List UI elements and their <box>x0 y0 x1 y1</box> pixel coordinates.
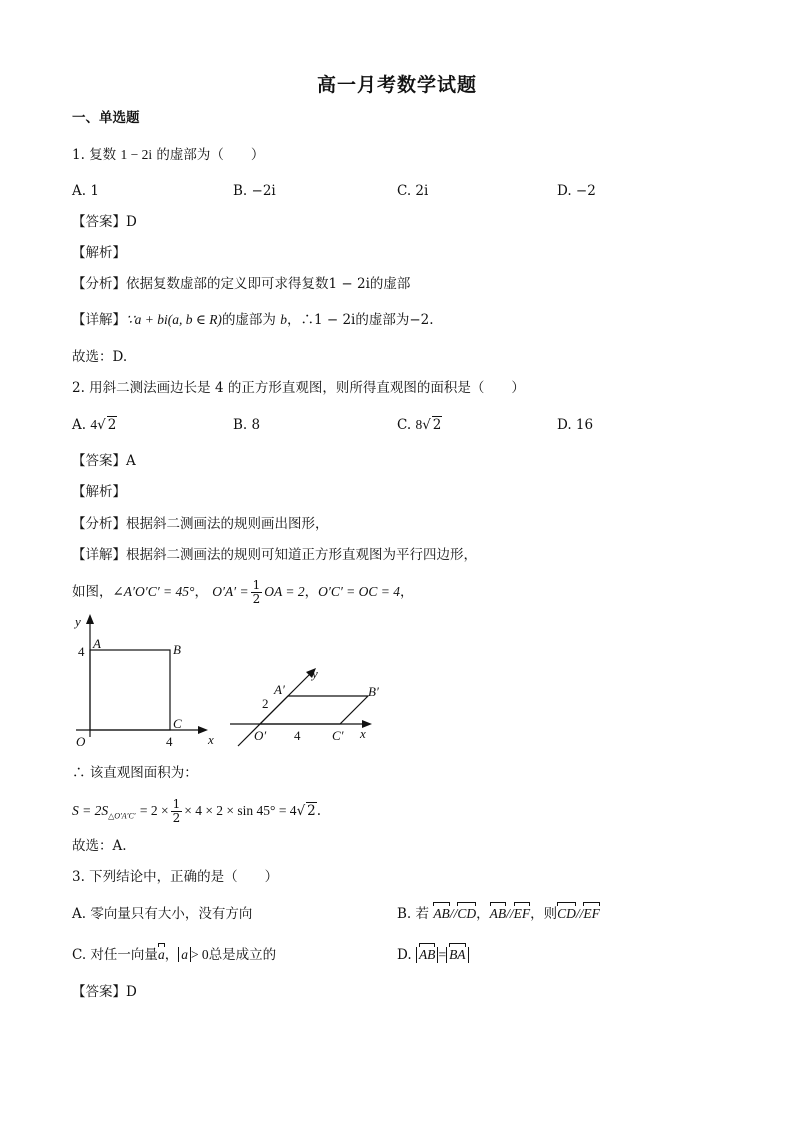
q1-option-d: D. −2 <box>557 183 596 199</box>
q2-angle-expr: ∠A′O′C′ = 45° <box>112 584 195 599</box>
q2-area-end: . <box>316 803 322 819</box>
fig2-y-label: y <box>312 666 318 681</box>
fig2-tick-4: 4 <box>294 728 301 743</box>
q2-answer: 【答案】A <box>72 453 136 469</box>
q1-xiangjie <box>72 310 434 330</box>
q2-oa-frac-num: 1 <box>252 578 261 592</box>
q3-option-b <box>397 904 600 924</box>
page-title: 高一月考数学试题 <box>316 74 477 96</box>
q2-area-frac-den: 2 <box>172 811 181 825</box>
q2-area-frac-num: 1 <box>172 797 181 811</box>
q2-option-d: D. 16 <box>557 417 594 433</box>
q1-fenxi: 【分析】依据复数虚部的定义即可求得复数1 − 2i的虚部 <box>72 276 411 292</box>
q3-vec-ab-2: AB <box>490 904 507 924</box>
q2-area-mid1: = 2 × <box>139 803 169 818</box>
q2-option-a-label: A. <box>72 417 87 433</box>
q2-area-radicand: 2 <box>307 803 316 819</box>
fig1-tick-4y: 4 <box>78 644 85 659</box>
q3-then: ，则 <box>530 906 558 922</box>
q2-option-c-label: C. <box>397 417 412 433</box>
q1-xiangjie-tail: 的虚部为−2. <box>355 312 434 328</box>
fig1-x-label: x <box>208 732 214 747</box>
q3-option-c-label: C. 对任一向量 <box>72 947 158 963</box>
q1-xiangjie-mid: 的虚部为 <box>221 312 276 328</box>
q1-choice: 故选：D. <box>72 349 128 365</box>
q3-stem: 3. 下列结论中，正确的是（ ） <box>72 869 279 885</box>
q3-vec-ab-abs: AB <box>419 945 436 965</box>
q3-option-b-label: B. 若 <box>397 906 430 922</box>
fig1-point-a: A <box>93 636 101 651</box>
q3-option-d <box>397 945 469 965</box>
q1-xiangjie-expr2: ，∴1 − 2i <box>286 312 356 328</box>
q3-sep-1: ， <box>476 906 490 922</box>
q1-answer: 【答案】D <box>72 214 137 230</box>
q2-area-sub: △O′A′C′ <box>108 811 136 821</box>
q2-oa-rhs: OA = 2 <box>264 584 305 599</box>
q1-xiangjie-b: b <box>280 312 287 327</box>
q1-option-c: C. 2i <box>397 183 429 199</box>
q3-vec-ef-2: EF <box>583 904 600 924</box>
q2-oa-fraction <box>251 579 263 606</box>
q1-stem-text: 1. 复数 <box>72 147 117 163</box>
q2-area-fraction <box>171 798 183 825</box>
q3-vec-cd-1: CD <box>457 904 476 924</box>
q3-parallel-1: // <box>449 906 458 921</box>
fig2-x-label: x <box>360 726 366 741</box>
q2-rutu-end: ， <box>400 584 414 600</box>
q1-option-b: B. −2i <box>233 183 276 199</box>
fig1-point-b: B <box>173 642 181 657</box>
q2-area-formula: $S = 2S_{\triangle O'A'C'} = 2$ × $\frac{1}{2}$ × 4 × 2 × sin 45° = 4√ 2. <box>72 797 322 825</box>
q2-therefore: ∴ 该直观图面积为： <box>72 765 198 781</box>
q1-xiangjie-expr: ∵a + bi(a, b ∈ R) <box>126 312 222 327</box>
q2-oc-expr: O′C′ = OC = 4 <box>318 584 401 599</box>
q2-analysis-label: 【解析】 <box>72 484 126 500</box>
figure-square <box>70 612 220 752</box>
q2-oa-lhs: O′A′ = <box>212 584 249 599</box>
fig2-point-c: C′ <box>332 728 344 743</box>
q2-area-mid2: × 4 × 2 × sin 45° = 4 <box>184 803 297 818</box>
q1-xiangjie-label: 【详解】 <box>72 312 126 328</box>
q3-parallel-3: // <box>575 906 584 921</box>
fig2-point-a: A′ <box>274 682 285 697</box>
fig1-origin: O <box>76 734 86 749</box>
q2-area-lhs: S = 2S <box>72 803 109 818</box>
q2-option-c-coef: 8 <box>415 417 423 432</box>
q1-stem-tail: 的虚部为（ ） <box>156 147 265 163</box>
q3-option-d-label: D. <box>397 947 412 963</box>
q2-option-a-coef: 4 <box>90 417 98 432</box>
q1-stem <box>72 145 264 165</box>
q3-answer: 【答案】D <box>72 984 137 1000</box>
section-heading: 一、单选题 <box>72 110 140 126</box>
q2-fenxi: 【分析】根据斜二测画法的规则画出图形， <box>72 516 329 532</box>
q3-gt-zero: > 0 <box>190 947 209 962</box>
q3-vec-ab-1: AB <box>433 904 450 924</box>
q2-oa-frac-den: 2 <box>252 592 261 606</box>
q3-abs-a: a <box>178 947 191 962</box>
fig2-tick-2: 2 <box>262 696 269 711</box>
fig1-tick-4x: 4 <box>166 734 173 749</box>
q2-rutu: 如图，∠A′O′C′ = 45°， O′A′ = $\frac{1}{2}$ OA = 2，O′C′ = OC = 4， <box>72 578 414 606</box>
q2-choice: 故选：A. <box>72 838 127 854</box>
fig1-x-arrow <box>198 726 208 734</box>
q3-vec-cd-2: CD <box>557 904 576 924</box>
q2-option-b: B. 8 <box>233 417 261 433</box>
fig2-point-b: B′ <box>368 684 379 699</box>
q2-stem: 2. 用斜二测法画边长是 4 的正方形直观图，则所得直观图的面积是（ ） <box>72 380 525 396</box>
fig2-origin: O′ <box>254 728 267 743</box>
q3-equals: = <box>438 947 447 962</box>
fig2-parallelogram <box>260 696 368 724</box>
q3-option-c <box>72 945 276 965</box>
q2-option-c: C. 8√ 2 <box>397 417 442 433</box>
q3-option-c-tail: 总是成立的 <box>208 947 277 963</box>
q3-vec-ba-abs: BA <box>449 945 466 965</box>
figure-oblique <box>222 660 382 755</box>
q3-parallel-2: // <box>506 906 514 921</box>
fig1-square <box>90 650 170 730</box>
q3-option-c-sep: ， <box>164 947 179 963</box>
q1-analysis-label: 【解析】 <box>72 245 126 261</box>
q2-option-a-radicand: 2 <box>107 417 117 433</box>
q1-option-a: A. 1 <box>72 183 99 199</box>
q3-vec-a: a <box>158 945 165 965</box>
q2-rutu-sep: ， <box>194 584 208 600</box>
q2-option-c-radicand: 2 <box>432 417 442 433</box>
fig1-point-c: C <box>173 716 182 731</box>
fig1-y-arrow <box>86 614 94 624</box>
q3-option-a: A. 零向量只有大小，没有方向 <box>72 906 253 922</box>
q3-vec-ef-1: EF <box>514 904 531 924</box>
q2-rutu-label: 如图， <box>72 584 113 600</box>
q2-xiangjie: 【详解】根据斜二测画法的规则可知道正方形直观图为平行四边形， <box>72 547 477 563</box>
fig1-y-label: y <box>75 614 81 629</box>
q1-expression: 1 − 2i <box>120 147 153 162</box>
q2-option-a: A. 4√ 2 <box>72 417 117 433</box>
